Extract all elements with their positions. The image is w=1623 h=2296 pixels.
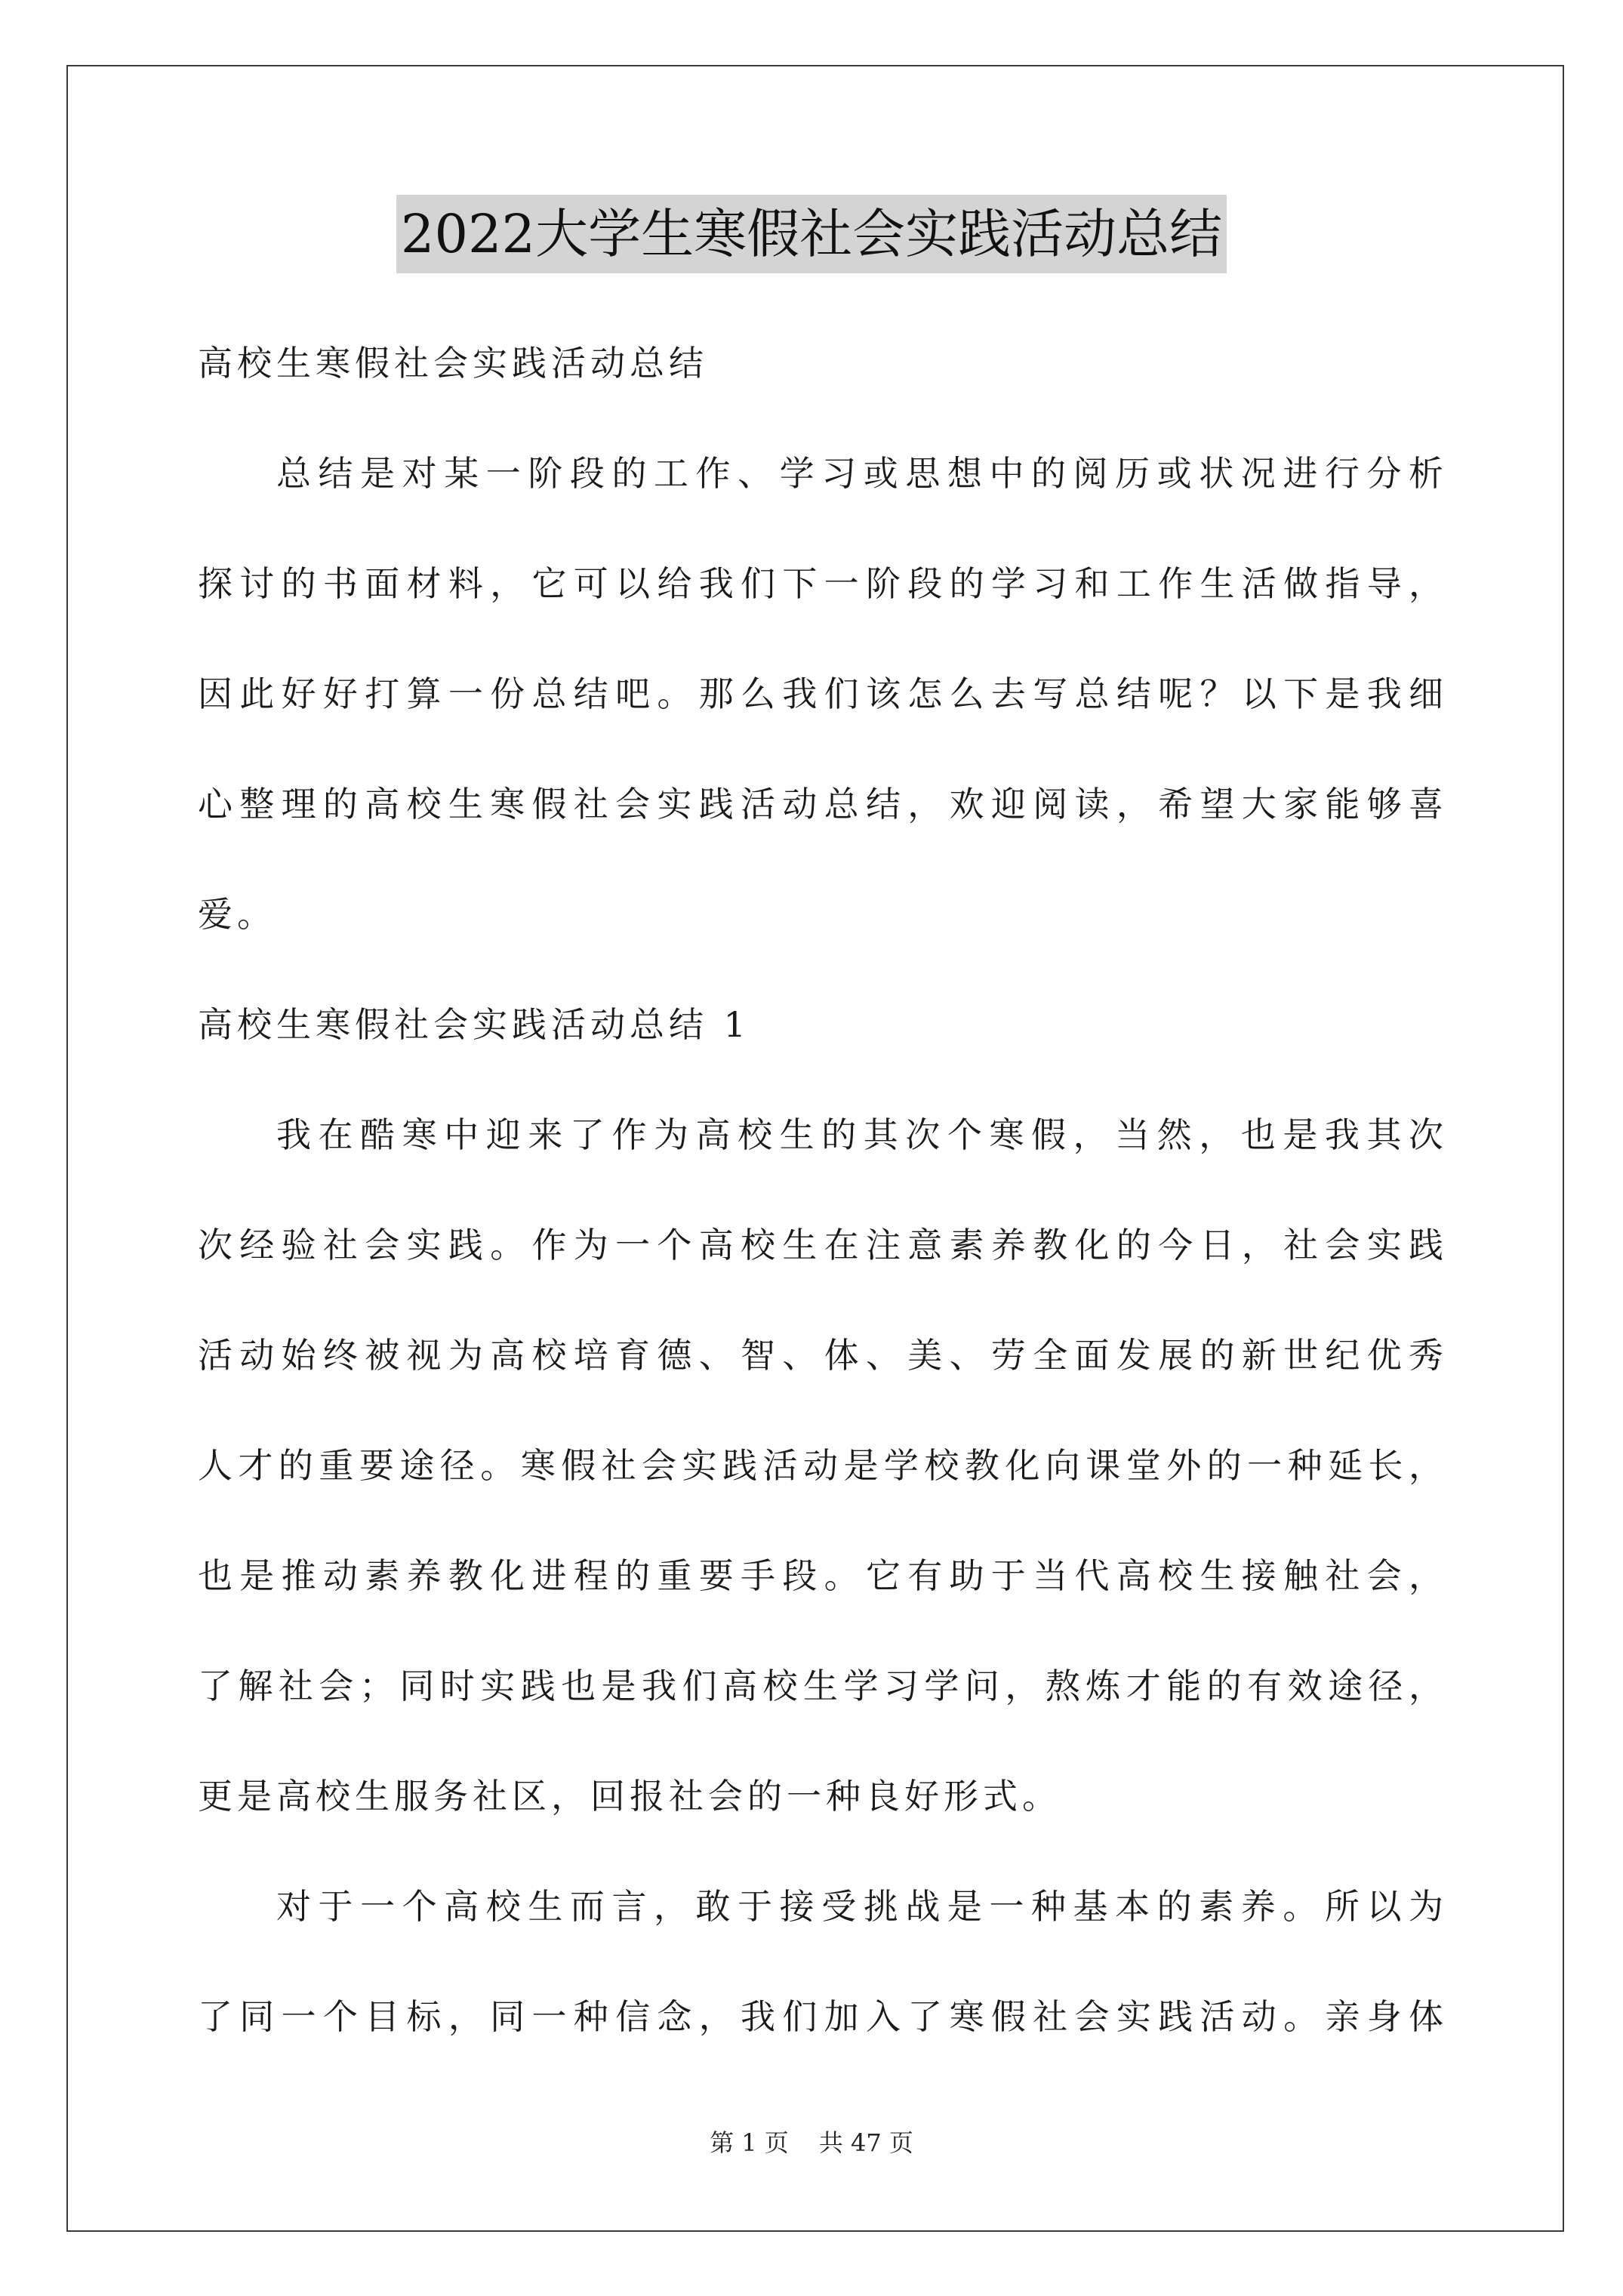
- paragraph-line: 探讨的书面材料，它可以给我们下一阶段的学习和工作生活做指导，: [198, 563, 1443, 604]
- paragraph-line: 对于一个高校生而言，敢于接受挑战是一种基本的素养。所以为: [276, 1886, 1443, 1927]
- paragraph-line: 我在酷寒中迎来了作为高校生的其次个寒假，当然，也是我其次: [276, 1114, 1443, 1155]
- section-heading: 高校生寒假社会实践活动总结 1: [198, 1004, 750, 1045]
- paragraph-line: 了同一个目标，同一种信念，我们加入了寒假社会实践活动。亲身体: [198, 1996, 1443, 2037]
- paragraph-line: 更是高校生服务社区，回报社会的一种良好形式。: [198, 1776, 1061, 1817]
- document-body: [198, 308, 1443, 2072]
- paragraph-line: 心整理的高校生寒假社会实践活动总结，欢迎阅读，希望大家能够喜: [198, 784, 1443, 824]
- page-number: 第 1 页: [710, 2128, 789, 2157]
- document-title: 2022大学生寒假社会实践活动总结: [396, 195, 1227, 273]
- paragraph-line: 总结是对某一阶段的工作、学习或思想中的阅历或状况进行分析: [276, 453, 1443, 494]
- paragraph-line: 了解社会；同时实践也是我们高校生学习学问，熬炼才能的有效途径，: [198, 1666, 1443, 1706]
- paragraph-line: 次经验社会实践。作为一个高校生在注意素养教化的今日，社会实践: [198, 1225, 1443, 1265]
- page-footer: [0, 2128, 1623, 2158]
- title-container: [0, 195, 1623, 273]
- section-heading: 高校生寒假社会实践活动总结: [198, 343, 708, 384]
- paragraph-line: 因此好好打算一份总结吧。那么我们该怎么去写总结呢？以下是我细: [198, 673, 1443, 714]
- total-pages: 共 47 页: [818, 2128, 913, 2157]
- paragraph-line: 人才的重要途径。寒假社会实践活动是学校教化向课堂外的一种延长，: [198, 1445, 1443, 1486]
- paragraph-line: 爱。: [198, 894, 276, 935]
- paragraph-line: 活动始终被视为高校培育德、智、体、美、劳全面发展的新世纪优秀: [198, 1335, 1443, 1376]
- paragraph-line: 也是推动素养教化进程的重要手段。它有助于当代高校生接触社会，: [198, 1555, 1443, 1596]
